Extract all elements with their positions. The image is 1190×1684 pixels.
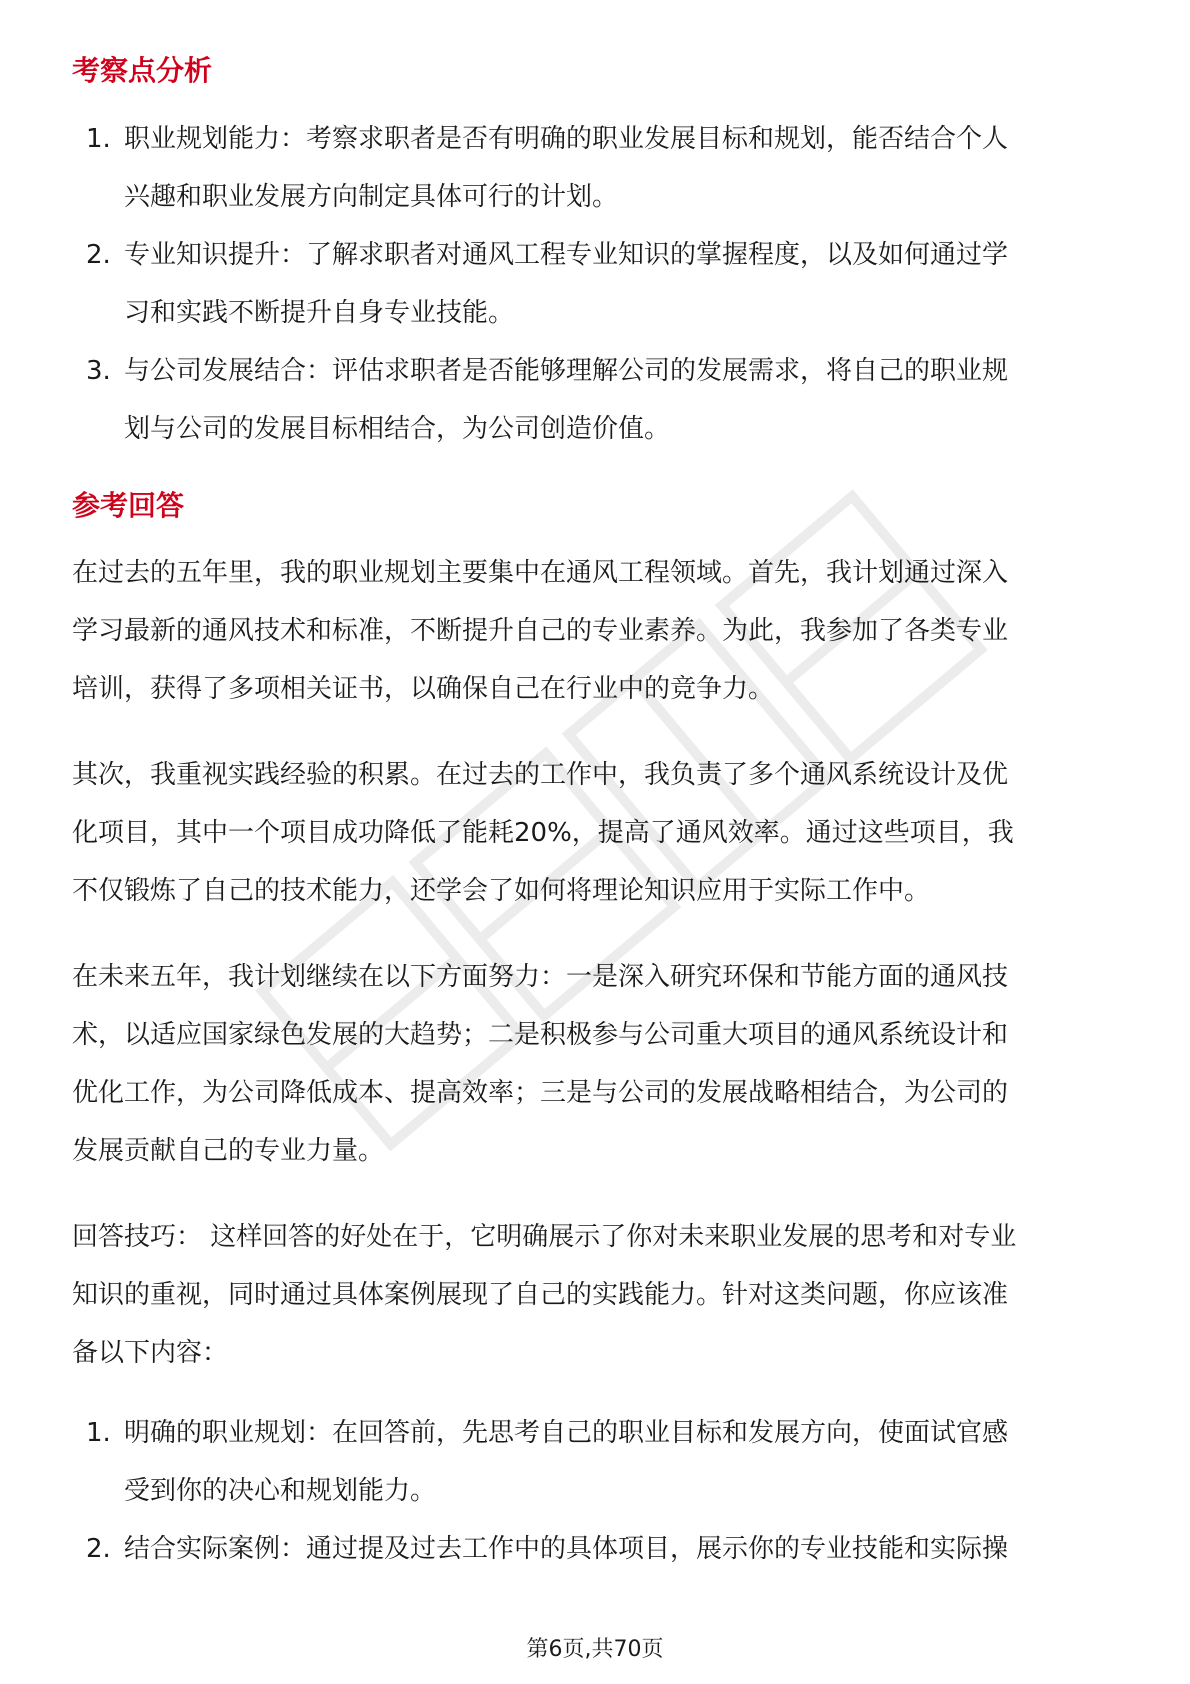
answer-paragraph [72,746,1122,920]
list-text-line: 兴趣和职业发展方向制定具体可行的计划。 [124,182,619,212]
list-number: 1. [86,1418,111,1448]
list-number: 2. [86,240,111,270]
page-content [72,46,1122,1578]
paragraph-line: 优化工作，为公司降低成本、提高效率；三是与公司的发展战略相结合，为公司的 [72,1078,1009,1108]
list-number: 3. [86,356,111,386]
tips-list [72,1404,1122,1578]
paragraph-line: 在过去的五年里，我的职业规划主要集中在通风工程领域。首先，我计划通过深入 [72,558,1009,588]
list-item [72,1520,1122,1578]
list-text-line: 与公司发展结合：评估求职者是否能够理解公司的发展需求，将自己的职业规 [124,356,1009,386]
paragraph-line: 其次，我重视实践经验的积累。在过去的工作中，我负责了多个通风系统设计及优 [72,760,1009,790]
list-text-line: 结合实际案例：通过提及过去工作中的具体项目，展示你的专业技能和实际操 [124,1534,1009,1564]
paragraph-line: 化项目，其中一个项目成功降低了能耗20%，提高了通风效率。通过这些项目，我 [72,818,1014,848]
paragraph-line: 知识的重视，同时通过具体案例展现了自己的实践能力。针对这类问题，你应该准 [72,1280,1009,1310]
paragraph-line: 培训，获得了多项相关证书，以确保自己在行业中的竞争力。 [72,674,775,704]
list-text-line: 受到你的决心和规划能力。 [124,1476,437,1506]
list-text-line: 划与公司的发展目标相结合，为公司创造价值。 [124,414,671,444]
page-number: 第6页,共70页 [526,1637,664,1662]
list-item [72,342,1122,458]
paragraph-line: 在未来五年，我计划继续在以下方面努力：一是深入研究环保和节能方面的通风技 [72,962,1009,992]
answer-paragraph [72,544,1122,718]
list-item [72,110,1122,226]
section-title-answer: 参考回答 [72,489,185,522]
list-text-line: 职业规划能力：考察求职者是否有明确的职业发展目标和规划，能否结合个人 [124,124,1009,154]
paragraph-line: 术，以适应国家绿色发展的大趋势；二是积极参与公司重大项目的通风系统设计和 [72,1020,1009,1050]
list-item [72,226,1122,342]
list-number: 2. [86,1534,111,1564]
list-text-line: 明确的职业规划：在回答前，先思考自己的职业目标和发展方向，使面试官感 [124,1418,1009,1448]
analysis-list [72,110,1122,458]
answer-paragraph [72,948,1122,1180]
paragraph-line: 学习最新的通风技术和标准，不断提升自己的专业素养。为此，我参加了各类专业 [72,616,1009,646]
list-text-line: 习和实践不断提升自身专业技能。 [124,298,515,328]
tips-paragraph [72,1208,1122,1382]
section-title-analysis: 考察点分析 [72,54,213,87]
paragraph-line: 备以下内容： [72,1338,229,1368]
paragraph-line: 回答技巧： 这样回答的好处在于，它明确展示了你对未来职业发展的思考和对专业 [72,1222,1017,1252]
paragraph-line: 发展贡献自己的专业力量。 [72,1136,385,1166]
list-text-line: 专业知识提升：了解求职者对通风工程专业知识的掌握程度，以及如何通过学 [124,240,1009,270]
list-item [72,1404,1122,1520]
list-number: 1. [86,124,111,154]
paragraph-line: 不仅锻炼了自己的技术能力，还学会了如何将理论知识应用于实际工作中。 [72,876,931,906]
